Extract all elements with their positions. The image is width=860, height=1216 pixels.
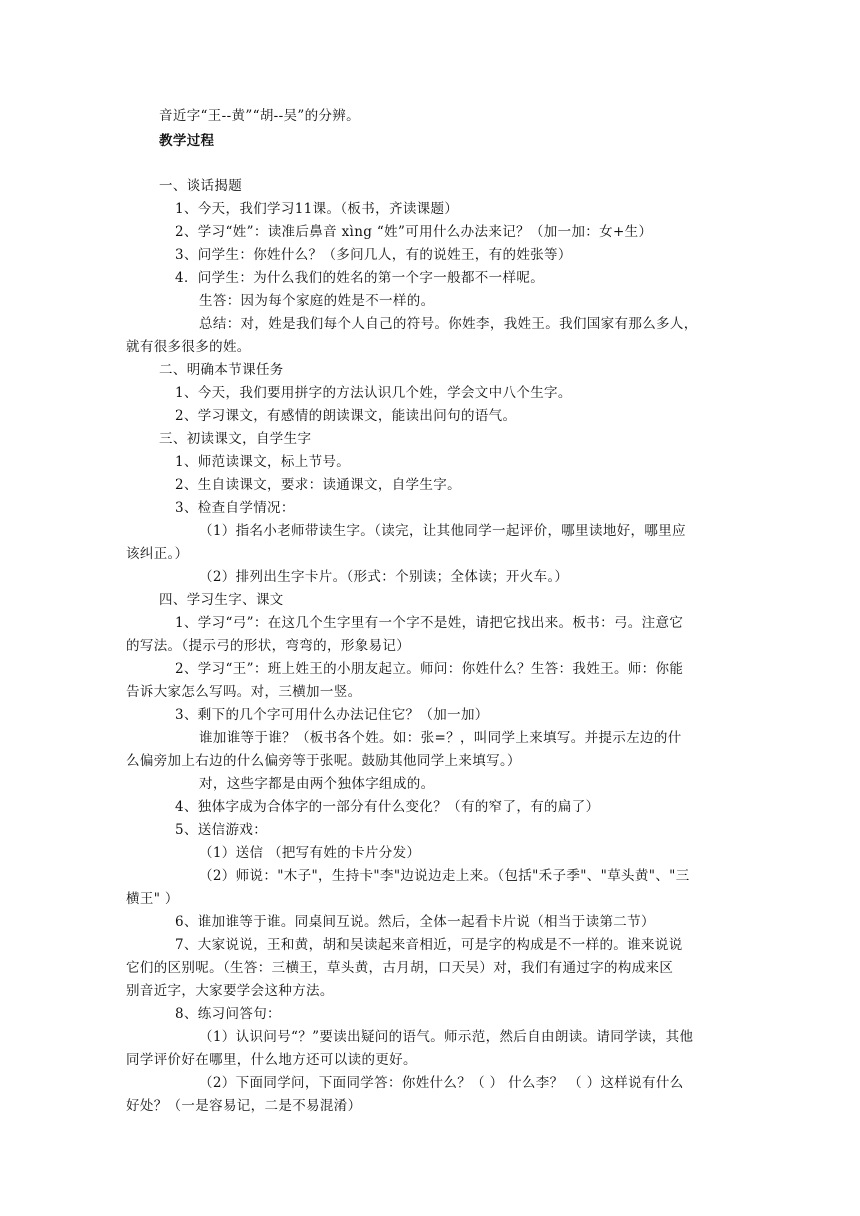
list-item: 1、今天，我们要用拼字的方法认识几个姓，学会文中八个生字。 [175, 385, 572, 401]
list-item: 2、学习“王”：班上姓王的小朋友起立。师问：你姓什么？生答：我姓王。师：你能 [175, 661, 684, 677]
text-line: 音近字“王--黄”“胡--吴”的分辨。 [159, 108, 361, 124]
list-item: 2、学习“姓”：读准后鼻音 xìng “姓”可用什么办法来记？（加一加：女+生） [175, 224, 653, 240]
list-item: 1、学习“弓”：在这几个生字里有一个字不是姓，请把它找出来。板书：弓。注意它 [175, 615, 684, 631]
sub-item: （1）认识问号“？”要读出疑问的语气。师示范，然后自由朗读。请同学读，其他 [199, 1029, 694, 1045]
list-item: 6、谁加谁等于谁。同桌间互说。然后，全体一起看卡片说（相当于读第二节） [175, 914, 655, 930]
text-line: 对，这些字都是由两个独体字组成的。 [199, 776, 435, 792]
list-item: 3、剩下的几个字可用什么办法记住它？（加一加） [175, 707, 489, 723]
text-line: 该纠正。） [126, 546, 189, 562]
list-item: 1、师范读课文，标上节号。 [175, 454, 351, 470]
text-line: 好处？（一是容易记，二是不易混淆） [126, 1098, 362, 1114]
list-item: 2、学习课文，有感情的朗读课文，能读出问句的语气。 [175, 408, 517, 424]
list-item: 2、生自读课文，要求：读通课文，自学生字。 [175, 477, 461, 493]
section-heading: 教学过程 [159, 133, 215, 149]
list-item: 1、今天，我们学习11课。（板书，齐读课题） [175, 201, 459, 217]
text-line: 它们的区别呢。（生答：三横王，草头黄，古月胡，口天吴）对，我们有通过字的构成来区 [126, 960, 674, 976]
text-line: 么偏旁加上右边的什么偏旁等于张呢。鼓励其他同学上来填写。） [126, 753, 521, 769]
text-line: 就有很多很多的姓。 [126, 339, 251, 355]
list-item: 5、送信游戏： [175, 822, 268, 838]
text-line: 横王" ） [126, 891, 179, 907]
sub-item: （2）排列出生字卡片。（形式：个别读；全体读；开火车。） [199, 569, 569, 585]
list-item: 4、独体字成为合体字的一部分有什么变化？（有的窄了，有的扁了） [175, 799, 600, 815]
list-item: 4．问学生：为什么我们的姓名的第一个字一般都不一样呢。 [175, 270, 545, 286]
text-line: 同学评价好在哪里，什么地方还可以读的更好。 [126, 1052, 417, 1068]
text-line: 生答：因为每个家庭的姓是不一样的。 [199, 293, 435, 309]
sub-item: （1）指名小老师带读生字。（读完，让其他同学一起评价，哪里读地好，哪里应 [199, 523, 686, 539]
heading-3: 三、初读课文，自学生字 [159, 431, 312, 447]
sub-item: （2）下面同学问，下面同学答：你姓什么？（ ） 什么李？ （ ）这样说有什么 [199, 1075, 684, 1091]
list-item: 3、问学生：你姓什么？（多问几人，有的说姓王，有的姓张等） [175, 247, 572, 263]
text-line: 谁加谁等于谁？（板书各个姓。如：张=？，叫同学上来填写。并提示左边的什 [199, 730, 682, 746]
sub-item: （2）师说："木子"，生持卡"李"边说边走上来。（包括"禾子季"、"草头黄"、"三 [199, 868, 690, 884]
list-item: 3、检查自学情况： [175, 500, 295, 516]
text-line: 别音近字，大家要学会这种方法。 [126, 983, 334, 999]
text-line: 的写法。（提示弓的形状，弯弯的，形象易记） [126, 638, 411, 654]
heading-1: 一、谈话揭题 [159, 178, 243, 194]
list-item: 7、大家说说，王和黄，胡和吴读起来音相近，可是字的构成是不一样的。谁来说说 [175, 937, 683, 953]
text-line: 总结：对，姓是我们每个人自己的符号。你姓李，我姓王。我们国家有那么多人， [199, 316, 698, 332]
heading-2: 二、明确本节课任务 [159, 362, 284, 378]
list-item: 8、练习问答句： [175, 1006, 281, 1022]
sub-item: （1）送信 （把写有姓的卡片分发） [199, 845, 421, 861]
text-line: 告诉大家怎么写吗。对，三横加一竖。 [126, 684, 362, 700]
heading-4: 四、学习生字、课文 [159, 592, 284, 608]
